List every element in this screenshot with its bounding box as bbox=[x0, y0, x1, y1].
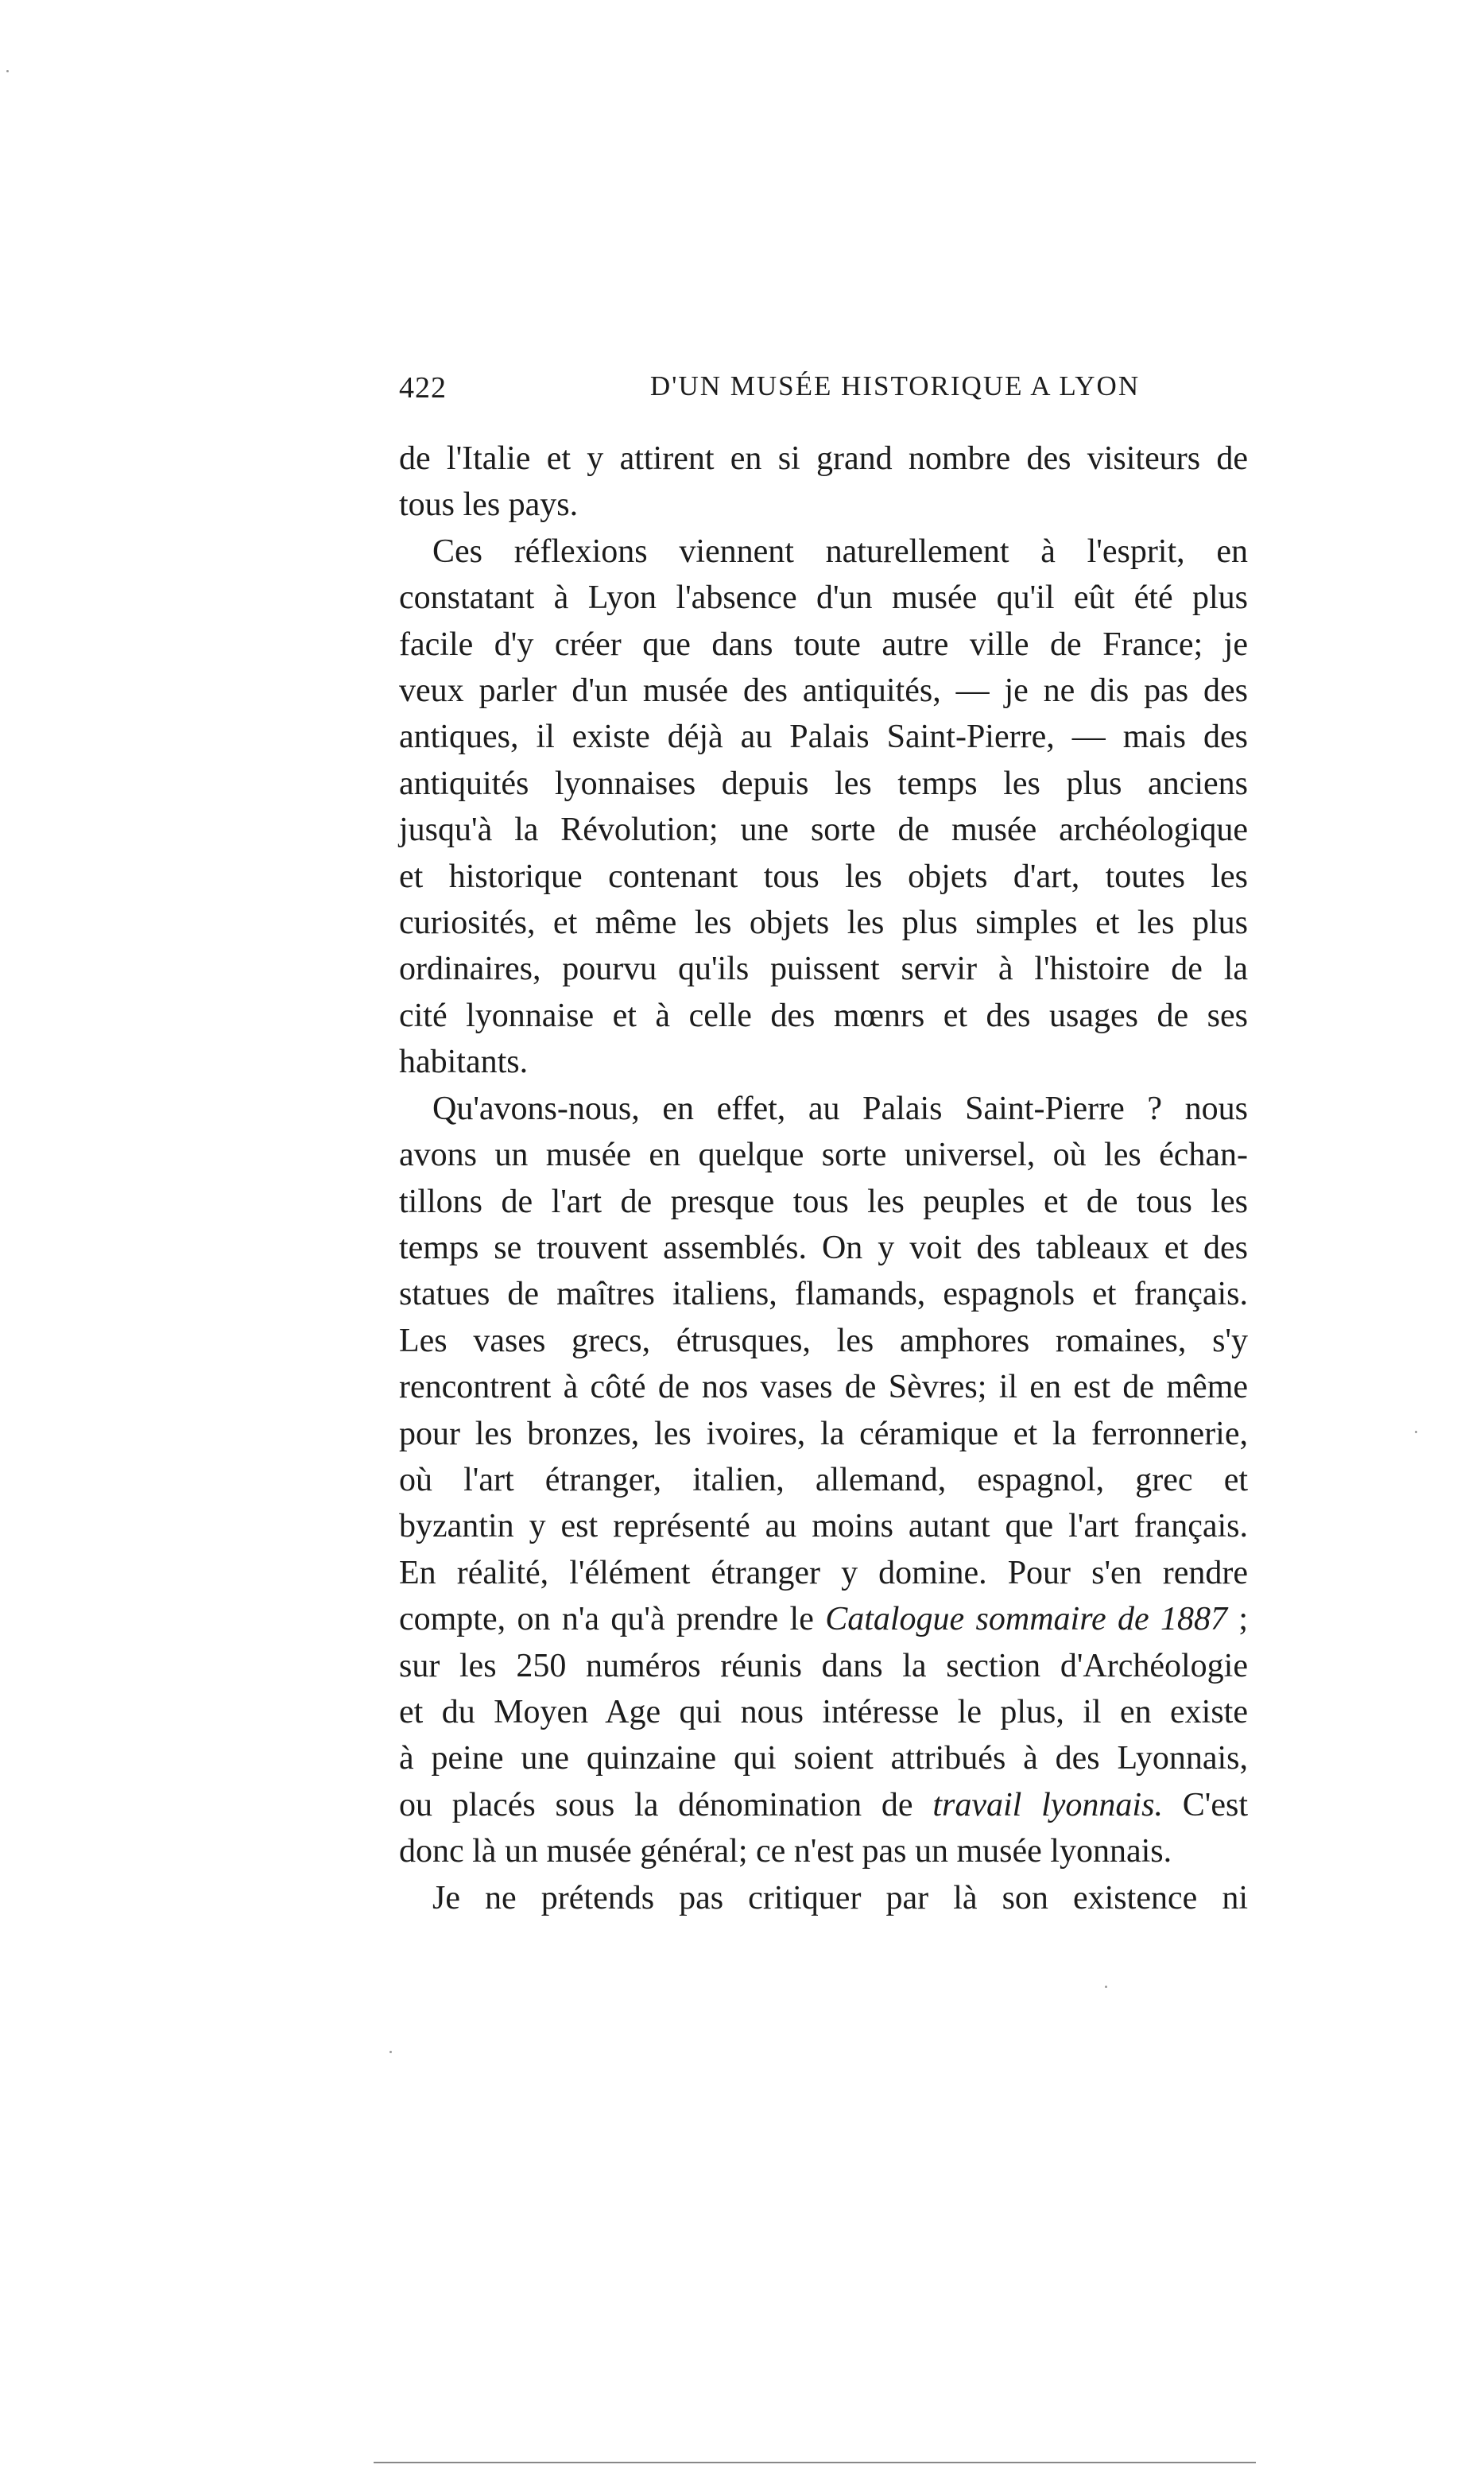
paragraph-1 bbox=[399, 436, 1248, 529]
text-line: Ces réflexions viennent naturellement à l'esprit, en bbox=[432, 533, 1248, 570]
paper-speck bbox=[1105, 1986, 1107, 1988]
text-line: cité lyonnaise et à celle des mœnrs et des usages de ses bbox=[399, 997, 1248, 1034]
text-line-with-italic bbox=[399, 1596, 1248, 1642]
catalogue-title-italic: Catalogue sommaire de 1887 bbox=[825, 1601, 1227, 1638]
text-fragment: ou placés sous la dénomination de bbox=[399, 1786, 933, 1823]
paper-speck bbox=[1415, 1431, 1417, 1433]
page-header bbox=[399, 364, 1248, 412]
paragraph-3 bbox=[399, 1086, 1248, 1875]
text-line: pour les bronzes, les ivoires, la céramique et la ferronnerie, bbox=[399, 1415, 1248, 1452]
text-line: antiques, il existe déjà au Palais Saint-Pierre, — mais des bbox=[399, 719, 1248, 756]
text-line: veux parler d'un musée des antiquités, — je ne dis pas des bbox=[399, 672, 1248, 710]
text-line: constatant à Lyon l'absence d'un musée qu'il eût été plus bbox=[399, 579, 1248, 617]
page-number: 422 bbox=[399, 371, 447, 405]
text-line: et historique contenant tous les objets d'art, toutes les bbox=[399, 858, 1248, 895]
text-line: et du Moyen Age qui nous intéresse le plus, il en existe bbox=[399, 1693, 1248, 1730]
text-line: jusqu'à la Révolution; une sorte de musée archéologique bbox=[399, 812, 1248, 849]
bottom-edge-rule bbox=[374, 2462, 1256, 2463]
body-text bbox=[399, 436, 1248, 1921]
text-line: où l'art étranger, italien, allemand, espagnol, grec et bbox=[399, 1461, 1248, 1498]
text-line: à peine une quinzaine qui soient attribués à des Lyonnais, bbox=[399, 1740, 1248, 1777]
running-title: D'UN MUSÉE HISTORIQUE A LYON bbox=[649, 370, 1141, 401]
text-line: Qu'avons-nous, en effet, au Palais Saint-Pierre ? nous bbox=[432, 1090, 1248, 1127]
text-line: facile d'y créer que dans toute autre ville de France; je bbox=[399, 626, 1248, 663]
text-line: donc là un musée général; ce n'est pas un musée lyonnais. bbox=[399, 1833, 1172, 1870]
text-line: sur les 250 numéros réunis dans la section d'Archéologie bbox=[399, 1647, 1248, 1684]
text-line: temps se trouvent assemblés. On y voit des tableaux et des bbox=[399, 1229, 1248, 1266]
text-line: tous les pays. bbox=[399, 486, 579, 524]
text-line: tillons de l'art de presque tous les peuples et de tous les bbox=[399, 1183, 1248, 1220]
text-line: rencontrent à côté de nos vases de Sèvres; il en est de même bbox=[399, 1369, 1248, 1406]
text-line: de l'Italie et y attirent en si grand nombre des visiteurs de bbox=[399, 440, 1248, 477]
paragraph-4 bbox=[399, 1875, 1248, 1921]
paper-speck bbox=[389, 2051, 392, 2053]
text-line: Je ne prétends pas critiquer par là son existence ni bbox=[432, 1879, 1248, 1916]
text-fragment: C'est bbox=[1162, 1786, 1248, 1823]
text-line: curiosités, et même les objets les plus simples et les plus bbox=[399, 905, 1248, 942]
text-fragment: compte, on n'a qu'à prendre le bbox=[399, 1601, 826, 1638]
paragraph-2 bbox=[399, 529, 1248, 1086]
text-line-with-italic bbox=[399, 1782, 1248, 1828]
text-line: En réalité, l'élément étranger y domine. Pour s'en rendre bbox=[399, 1554, 1248, 1591]
text-line: ordinaires, pourvu qu'ils puissent servir à l'histoire de la bbox=[399, 951, 1248, 988]
text-line: statues de maîtres italiens, flamands, espagnols et français. bbox=[399, 1276, 1248, 1313]
text-fragment: ; bbox=[1226, 1601, 1248, 1638]
travail-lyonnais-italic: travail lyonnais. bbox=[932, 1786, 1163, 1823]
text-line: byzantin y est représenté au moins autant que l'art français. bbox=[399, 1508, 1248, 1545]
text-line: Les vases grecs, étrusques, les amphores romaines, s'y bbox=[399, 1322, 1248, 1359]
paper-speck bbox=[6, 70, 9, 72]
text-line: antiquités lyonnaises depuis les temps les plus anciens bbox=[399, 765, 1248, 802]
text-line: avons un musée en quelque sorte universel, où les échan- bbox=[399, 1137, 1248, 1174]
text-line: habitants. bbox=[399, 1044, 529, 1081]
